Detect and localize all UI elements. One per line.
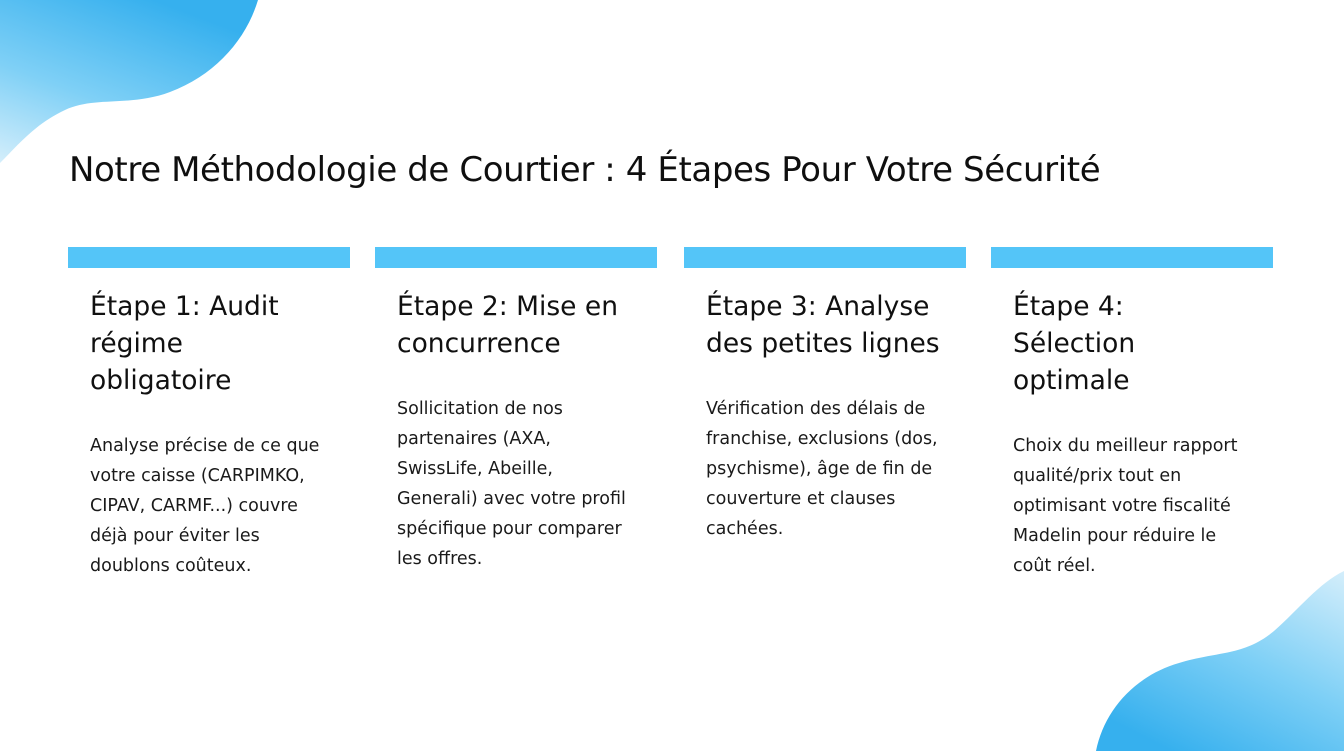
step-description: Choix du meilleur rapport qualité/prix tout en optimisant votre fiscalité Madelin pour réduire le coût réel.	[1013, 436, 1238, 576]
step-title: Étape 4: Sélection optimale	[1013, 291, 1136, 396]
step-description: Analyse précise de ce que votre caisse (CARPIMKO, CIPAV, CARMF...) couvre déjà pour éviter les doublons coûteux.	[90, 436, 320, 576]
step-description: Sollicitation de nos partenaires (AXA, SwissLife, Abeille, Generali) avec votre profil spécifique pour comparer les offres.	[397, 399, 626, 569]
step-accent-bar	[684, 247, 966, 268]
step-card-3	[684, 247, 966, 544]
step-description: Vérification des délais de franchise, exclusions (dos, psychisme), âge de fin de couverture et clauses cachées.	[706, 399, 938, 539]
step-accent-bar	[991, 247, 1273, 268]
step-title: Étape 2: Mise en concurrence	[397, 291, 618, 359]
step-card-4	[991, 247, 1273, 581]
step-accent-bar	[375, 247, 657, 268]
step-title: Étape 1: Audit régime obligatoire	[90, 291, 279, 396]
steps-row	[68, 247, 1273, 607]
step-card-1	[68, 247, 350, 581]
page-title: Notre Méthodologie de Courtier : 4 Étapes Pour Votre Sécurité	[69, 150, 1101, 190]
step-card-2	[375, 247, 657, 574]
step-title: Étape 3: Analyse des petites lignes	[706, 291, 940, 359]
decorative-wave-top-left	[0, 0, 270, 170]
step-accent-bar	[68, 247, 350, 268]
